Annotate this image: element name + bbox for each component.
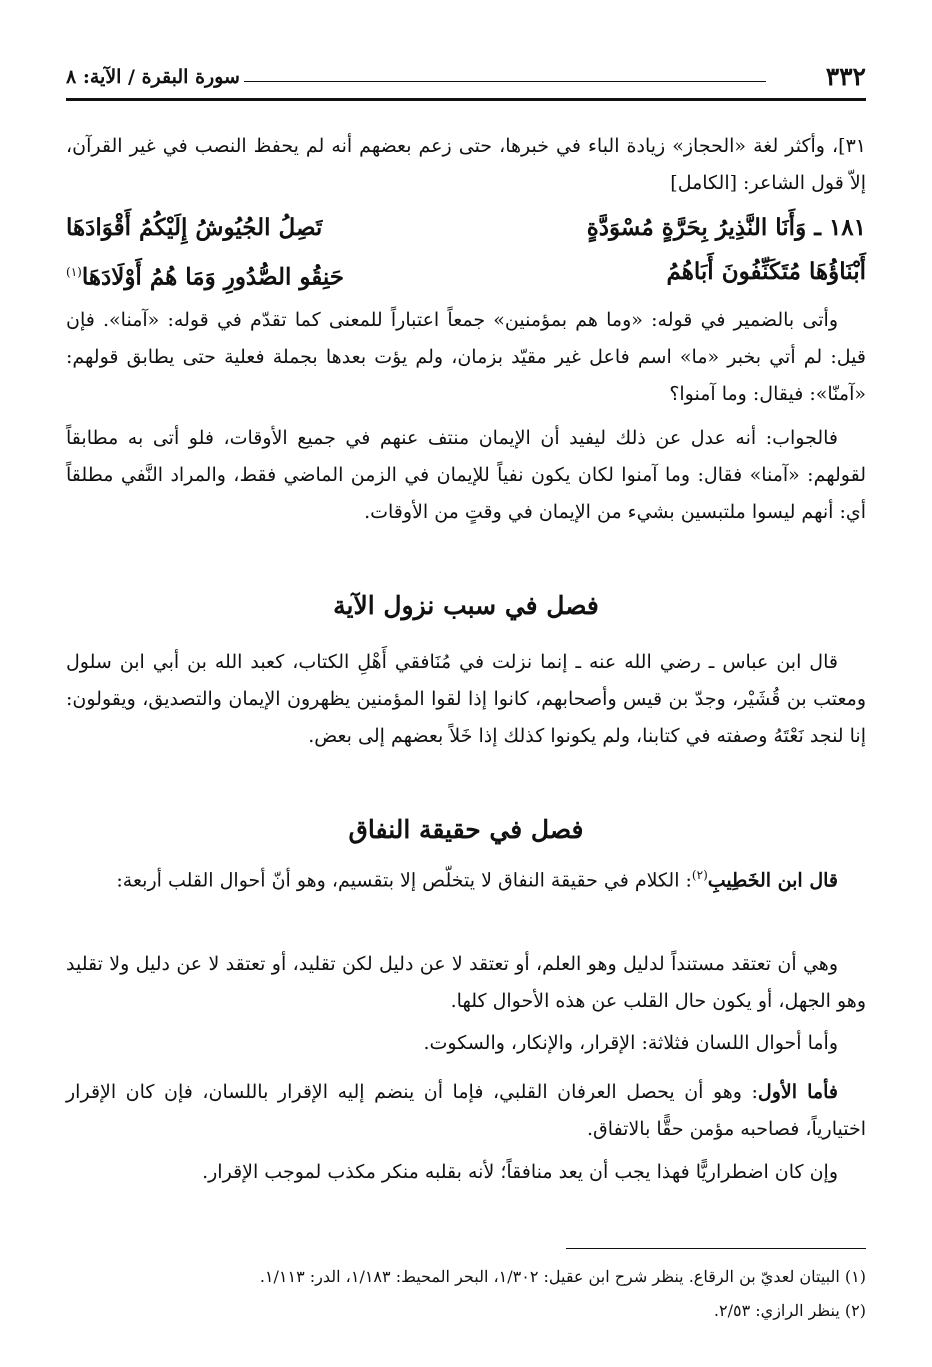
paragraph-7: وأما أحوال اللسان فثلاثة: الإقرار، والإنكار، والسكوت. [423,1032,838,1054]
page-header [66,62,866,102]
paragraph-9: وإن كان اضطراريًّا فهذا يجب أن يعد منافقاً؛ لأنه بقلبه منكر مكذب لموجب الإقرار. [202,1161,838,1183]
paragraph-6: وهي أن تعتقد مستنداً لدليل وهو العلم، أو تعتقد لا عن دليل لكن تقليد، أو تعتقد لا عن دليل ولا تقليد وهو الجهل، أو يكون حال القلب عن هذه الأحوال كلها. [66,953,866,1012]
text-block-1 [66,128,866,202]
footnote-2: (٢) ينظر الرازي: ٢/٥٣. [713,1301,866,1320]
verse-line-2-second-hemistich [66,250,344,300]
text-block-3 [66,420,866,531]
footnote-marker-1: (١) [66,265,82,279]
paragraph-2: وأتى بالضمير في قوله: «وما هم بمؤمنين» جمعاً اعتباراً للمعنى كما تقدّم في قوله: «آمنا». فإن قيل: لم أتي بخبر «ما» اسم فاعل غير مقيّد بزمان، ولم يؤت بعدها بجملة فعلية حتى يطابق قولهم: «آمنّا»: فيقال: وما آمنوا؟ [66,309,866,405]
heading-block-2 [66,810,866,850]
text-block-6 [66,946,866,1020]
footnote-marker-2: (٢) [691,868,708,882]
paragraph-4: قال ابن عباس ـ رضي الله عنه ـ إنما نزلت في مُنَافقي أَهْلِ الكتاب، كعبد الله بن أبي ابن سلول ومعتب بن قُشَيْر، وجدّ بن قيس وأصحابهم، كانوا إذا لقوا المؤمنين يظهرون الإيمان والتصديق، ويقولون: إنا لنجد نَعْتَهُ وصفته في كتابنا، ولم يكونوا كذلك إذا خَلاً بعضهم إلى بعض. [66,651,866,747]
header-rule [66,98,866,101]
paragraph-8-lead: فأما الأول [757,1081,838,1103]
verse-block [66,206,866,300]
verse-line-1-second-hemistich: تَصِلُ الجُيُوشُ إِلَيْكُمُ أَقْوَادَهَا [66,214,323,241]
footnote-1: (١) البيتان لعديّ بن الرقاع. ينظر شرح ابن عقيل: ١/٣٠٢، البحر المحيط: ١/١٨٣، الدر: ١/١١٣. [259,1267,866,1286]
section-heading-revelation-cause: فصل في سبب نزول الآية [333,591,599,620]
paragraph-8 [66,1074,866,1148]
paragraph-3: فالجواب: أنه عدل عن ذلك ليفيد أن الإيمان منتف عنهم في جميع الأوقات، فلو أتى به مطابقاً لقولهم: «آمنا» فقال: وما آمنوا لكان يكون نفياً للإيمان في الزمن الماضي فقط، والمراد النَّفي مطلقاً أي: أنهم ليسوا ملتبسين بشيء من الإيمان في وقتٍ من الأوقات. [66,427,866,523]
verse-line-1 [66,206,866,250]
verse-line-1-first-hemistich: ١٨١ ـ وَأَنَا النَّذِيرُ بِحَرَّةٍ مُسْوَدَّةٍ [586,214,866,241]
sura-label: سورة البقرة / الآية: ٨ [66,66,240,88]
heading-block-1 [66,586,866,626]
section-heading-hypocrisy-reality: فصل في حقيقة النفاق [348,815,584,844]
paragraph-5-text: : الكلام في حقيقة النفاق لا يتخلّص إلا بتقسيم، وهو أنّ أحوال القلب أربعة: [116,869,692,892]
paragraph-5 [66,857,866,899]
text-block-2 [66,302,866,413]
paragraph-1: ٣١]، وأكثر لغة «الحجاز» زيادة الباء في خبرها، حتى زعم بعضهم أنه لم يحفظ النصب في غير القرآن، إلاّ قول الشاعر: [الكامل] [66,135,866,194]
paragraph-5-lead: قال ابن الخَطِيبِ [707,869,838,892]
footnote-rule [566,1248,866,1249]
verse-line-2 [66,250,866,300]
verse-line-2-first-hemistich: أَبْنَاؤُهَا مُتَكَنِّفُونَ أَبَاهُمُ [666,258,866,285]
text-block-8 [66,1074,866,1148]
paragraph-8-text: : وهو أن يحصل العرفان القلبي، فإما أن ينضم إليه الإقرار باللسان، فإن كان الإقرار اختيارياً، فصاحبه مؤمن حقًّا بالاتفاق. [66,1081,866,1140]
text-block-9 [66,1154,866,1191]
text-block-7 [66,1025,866,1062]
page-number: ٣٣٢ [825,62,866,91]
text-block-4 [66,644,866,755]
verse-line-2-second-text: حَنِقُو الصُّدُورِ وَمَا هُمُ أَوْلَادَهَا [81,263,345,291]
text-block-5 [66,857,866,899]
header-dash [244,81,766,82]
